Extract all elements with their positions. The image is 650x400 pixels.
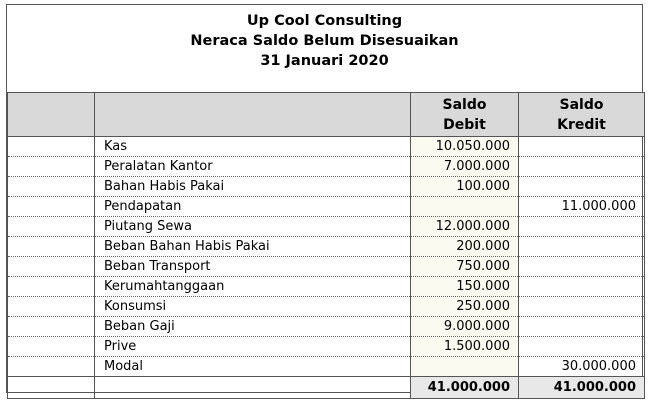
credit-value: 11.000.000 [519, 197, 645, 217]
table-row [8, 217, 645, 237]
table-row [8, 177, 645, 197]
account-name: Modal [95, 357, 411, 377]
debit-value: 9.000.000 [411, 317, 519, 337]
debit-value: 10.050.000 [411, 137, 519, 157]
row-blank-cell [8, 157, 95, 177]
credit-value [519, 137, 645, 157]
trial-balance-table [7, 92, 645, 399]
account-name: Piutang Sewa [95, 217, 411, 237]
credit-value [519, 277, 645, 297]
row-blank-cell [8, 197, 95, 217]
row-blank-cell [8, 257, 95, 277]
credit-value [519, 157, 645, 177]
account-name: Beban Transport [95, 257, 411, 277]
row-blank-cell [8, 277, 95, 297]
credit-value [519, 177, 645, 197]
account-name: Kas [95, 137, 411, 157]
credit-value [519, 337, 645, 357]
credit-header-line1: Saldo [559, 96, 604, 113]
total-debit-value: 41.000.000 [411, 377, 519, 399]
debit-value: 250.000 [411, 297, 519, 317]
credit-value [519, 317, 645, 337]
credit-value [519, 217, 645, 237]
company-name: Up Cool Consulting [246, 13, 403, 29]
header-account-cell [95, 93, 411, 137]
credit-value [519, 257, 645, 277]
debit-value: 12.000.000 [411, 217, 519, 237]
row-blank-cell [8, 217, 95, 237]
account-name: Pendapatan [95, 197, 411, 217]
total-credit-value: 41.000.000 [519, 377, 645, 399]
header-credit-cell [519, 93, 645, 137]
debit-value [411, 197, 519, 217]
table-row [8, 357, 645, 377]
debit-header-line1: Saldo [442, 96, 487, 113]
row-blank-cell [8, 177, 95, 197]
account-name: Beban Bahan Habis Pakai [95, 237, 411, 257]
report-header [7, 5, 642, 91]
report-date: 31 Januari 2020 [260, 53, 389, 69]
row-blank-cell [8, 377, 95, 399]
table-row [8, 297, 645, 317]
debit-value: 7.000.000 [411, 157, 519, 177]
account-name: Prive [95, 337, 411, 357]
debit-header-line2: Debit [443, 116, 486, 133]
account-name: Konsumsi [95, 297, 411, 317]
credit-value: 30.000.000 [519, 357, 645, 377]
row-blank-cell [8, 357, 95, 377]
account-name: Beban Gaji [95, 317, 411, 337]
account-name: Peralatan Kantor [95, 157, 411, 177]
table-row [8, 157, 645, 177]
table-row [8, 337, 645, 357]
table-row [8, 317, 645, 337]
debit-value: 1.500.000 [411, 337, 519, 357]
row-blank-cell [8, 137, 95, 157]
debit-value: 150.000 [411, 277, 519, 297]
debit-value: 100.000 [411, 177, 519, 197]
debit-value [411, 357, 519, 377]
table-row [8, 197, 645, 217]
credit-header-line2: Kredit [557, 116, 606, 133]
table-row [8, 137, 645, 157]
report-title: Neraca Saldo Belum Disesuaikan [190, 33, 459, 49]
header-blank-cell [8, 93, 95, 137]
trial-balance-sheet [6, 4, 643, 393]
account-name: Kerumahtanggaan [95, 277, 411, 297]
table-row [8, 257, 645, 277]
account-name: Bahan Habis Pakai [95, 177, 411, 197]
table-header-row [8, 93, 645, 137]
row-blank-cell [8, 237, 95, 257]
debit-value: 200.000 [411, 237, 519, 257]
credit-value [519, 237, 645, 257]
row-blank-cell [8, 317, 95, 337]
table-row [8, 237, 645, 257]
row-blank-cell [8, 297, 95, 317]
table-row [8, 277, 645, 297]
row-blank-cell [8, 337, 95, 357]
header-debit-cell [411, 93, 519, 137]
totals-row [8, 377, 645, 399]
totals-label-cell [95, 377, 411, 399]
debit-value: 750.000 [411, 257, 519, 277]
credit-value [519, 297, 645, 317]
